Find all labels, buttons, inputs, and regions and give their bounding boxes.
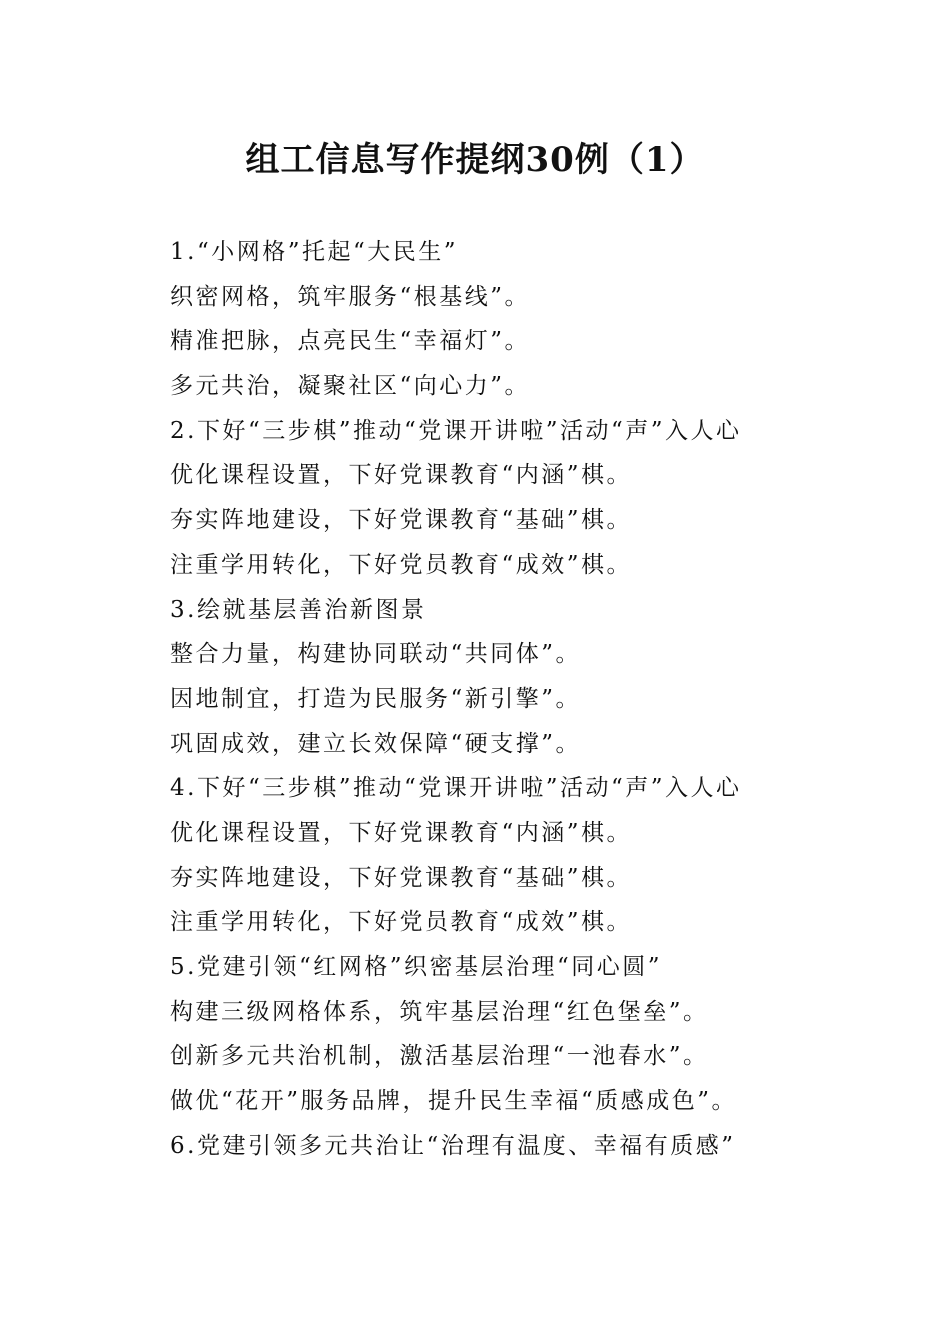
outline-item: 整合力量，构建协同联动“共同体”。: [170, 641, 582, 668]
outline-item: 优化课程设置，下好党课教育“内涵”棋。: [170, 819, 633, 846]
outline-heading-3: 3.绘就基层善治新图景: [170, 596, 427, 623]
outline-heading-6: 6.党建引领多元共治让“治理有温度、幸福有质感”: [170, 1132, 736, 1159]
outline-item: 多元共治，凝聚社区“向心力”。: [170, 373, 531, 400]
outline-item: 注重学用转化，下好党员教育“成效”棋。: [170, 551, 633, 578]
outline-item: 精准把脉，点亮民生“幸福灯”。: [170, 328, 531, 355]
outline-item: 做优“花开”服务品牌，提升民生幸福“质感成色”。: [170, 1088, 738, 1115]
outline-heading-2: 2.下好“三步棋”推动“党课开讲啦”活动“声”入人心: [170, 417, 742, 444]
outline-item: 夯实阵地建设，下好党课教育“基础”棋。: [170, 864, 633, 891]
outline-heading-4: 4.下好“三步棋”推动“党课开讲啦”活动“声”入人心: [170, 775, 742, 802]
outline-item: 夯实阵地建设，下好党课教育“基础”棋。: [170, 507, 633, 534]
outline-item: 巩固成效，建立长效保障“硬支撑”。: [170, 730, 582, 757]
outline-heading-1: 1.“小网格”托起“大民生”: [170, 239, 458, 265]
outline-item: 构建三级网格体系，筑牢基层治理“红色堡垒”。: [170, 998, 709, 1025]
outline-item: 创新多元共治机制，激活基层治理“一池春水”。: [170, 1043, 709, 1070]
outline-item: 因地制宜，打造为民服务“新引擎”。: [170, 685, 582, 712]
outline-item: 织密网格，筑牢服务“根基线”。: [170, 283, 531, 310]
outline-item: 优化课程设置，下好党课教育“内涵”棋。: [170, 462, 633, 489]
outline-heading-5: 5.党建引领“红网格”织密基层治理“同心圆”: [170, 954, 662, 980]
outline-list: [170, 230, 830, 1168]
document-title: 组工信息写作提纲30例（1）: [245, 140, 705, 180]
outline-item: 注重学用转化，下好党员教育“成效”棋。: [170, 909, 633, 936]
